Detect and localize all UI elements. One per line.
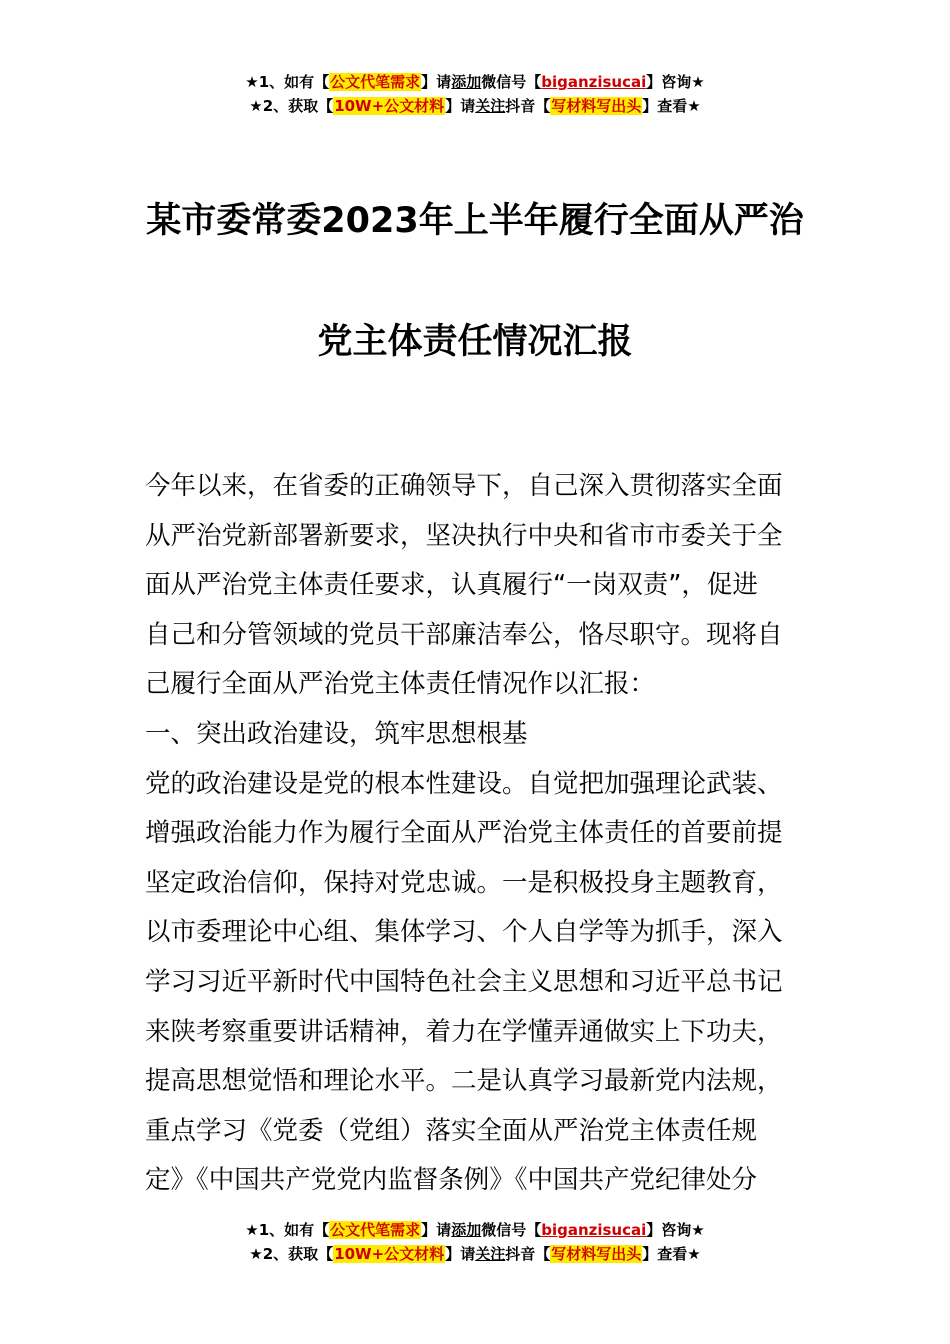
douyin-account: 写材料写出头 [551,1245,642,1263]
body-line: 今年以来，在省委的正确领导下，自己深入贯彻落实全面 [145,471,783,501]
section-heading-1: 一、突出政治建设，筑牢思想根基 [145,718,528,749]
document-title-line-2: 党主体责任情况汇报 [317,322,633,362]
body-line: 提高思想觉悟和理论水平。二是认真学习最新党内法规， [145,1066,783,1097]
highlight-ghostwriting: 公文代笔需求 [330,73,421,91]
banner-line-2: ★2、获取【10W+公文材料】请关注抖音【写材料写出头】查看★ [249,97,701,115]
header-banner [0,70,950,118]
douyin-account: 写材料写出头 [551,97,642,115]
body-line: 面从严治党主体责任要求，认真履行“一岗双责”，促进 [145,570,758,601]
banner-line-1: ★1、如有【公文代笔需求】请添加微信号【biganzisucai】咨询★ [245,73,705,91]
document-body [145,462,810,1206]
banner-line-1: ★1、如有【公文代笔需求】请添加微信号【biganzisucai】咨询★ [245,1221,705,1239]
footer-banner [0,1218,950,1266]
body-line: 自己和分管领域的党员干部廉洁奉公，恪尽职守。现将自 [145,619,783,650]
body-line: 以市委理论中心组、集体学习、个人自学等为抓手，深入 [145,917,783,948]
document-title-line-1: 某市委常委2023年上半年履行全面从严治 [146,201,804,241]
body-line: 来陕考察重要讲话精神，着力在学懂弄通做实上下功夫， [145,1016,783,1047]
body-line: 学习习近平新时代中国特色社会主义思想和习近平总书记 [145,966,783,997]
banner-line-2: ★2、获取【10W+公文材料】请关注抖音【写材料写出头】查看★ [249,1245,701,1263]
highlight-materials: 10W+公文材料 [334,1245,445,1263]
highlight-materials: 10W+公文材料 [334,97,445,115]
body-line: 定》《中国共产党党内监督条例》《中国共产党纪律处分 [145,1165,758,1196]
wechat-id[interactable]: biganzisucai [541,1221,647,1239]
highlight-ghostwriting: 公文代笔需求 [330,1221,421,1239]
wechat-id[interactable]: biganzisucai [541,73,647,91]
body-line: 重点学习《党委（党组）落实全面从严治党主体责任规 [145,1115,758,1146]
body-line: 党的政治建设是党的根本性建设。自觉把加强理论武装、 [145,768,783,799]
body-line: 己履行全面从严治党主体责任情况作以汇报： [145,669,656,700]
body-line: 从严治党新部署新要求，坚决执行中央和省市市委关于全 [145,520,783,551]
body-line: 增强政治能力作为履行全面从严治党主体责任的首要前提 [145,818,783,849]
body-line: 坚定政治信仰，保持对党忠诚。一是积极投身主题教育， [145,867,783,898]
